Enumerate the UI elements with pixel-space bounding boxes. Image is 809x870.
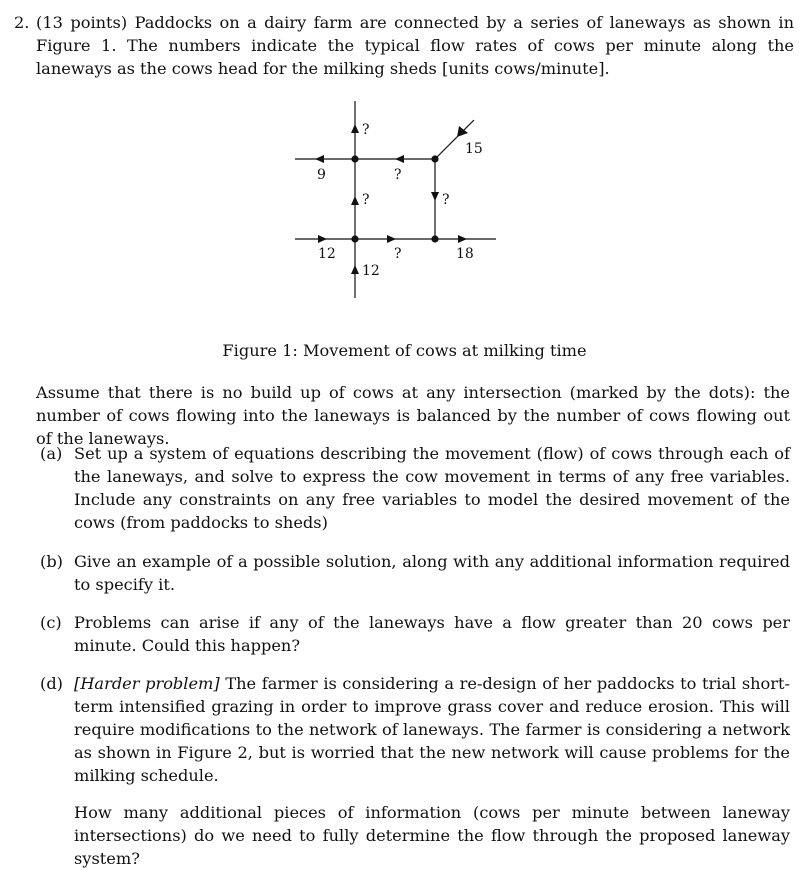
arrow-up-left-mid — [351, 196, 359, 205]
part-a-label: (a) — [40, 444, 63, 463]
arrow-up-top — [351, 124, 359, 133]
arrow-left-top-mid — [395, 155, 404, 163]
arrow-right-18 — [458, 235, 467, 243]
laneway-diagram — [290, 96, 505, 306]
part-b-label: (b) — [40, 552, 63, 571]
arrow-right-12 — [318, 235, 327, 243]
label-bottom-mid-q: ? — [394, 246, 402, 262]
arrow-down-right-mid — [431, 192, 439, 201]
label-12-left: 12 — [318, 246, 336, 262]
part-b-text: Give an example of a possible solution, along with any additional information required to specify it. — [74, 552, 790, 594]
label-15: 15 — [465, 141, 483, 157]
figure-caption: Figure 1: Movement of cows at milking time — [222, 341, 587, 360]
label-9: 9 — [317, 167, 326, 183]
part-d-body: The farmer is considering a re-design of her paddocks to trial short-term intensified grazing in order to improve grass cover and reduce erosion. This will require modifications to the network of laneways. The farmer is considering a network as shown in Figure 2, but is worried that the new network will cause problems for the milking schedule. — [74, 674, 791, 785]
assumption-paragraph: Assume that there is no build up of cows at any intersection (marked by the dots): the number of cows flowing into the laneways is balanced by the number of cows flowing out of the laneways. — [36, 383, 790, 448]
label-right-vert-q: ? — [442, 192, 450, 208]
part-d-question: How many additional pieces of information (cows per minute between laneway intersections) do we need to fully determine the flow through the proposed laneway system? — [74, 803, 790, 868]
problem-statement — [14, 11, 794, 80]
label-12-bottom: 12 — [362, 263, 380, 279]
label-top-q: ? — [362, 122, 370, 138]
part-c — [40, 611, 790, 657]
part-a — [40, 442, 790, 534]
problem-number: 2. — [14, 13, 30, 32]
part-c-text: Problems can arise if any of the laneways have a flow greater than 20 cows per minute. Could this happen? — [74, 613, 790, 655]
intersection-dot-bottom-right — [431, 235, 438, 242]
arrow-left-9 — [315, 155, 324, 163]
intersection-dot-bottom-left — [351, 235, 358, 242]
part-b — [40, 550, 790, 596]
arrow-up-bottom-12 — [351, 265, 359, 274]
intersection-dot-top-left — [351, 155, 358, 162]
part-c-label: (c) — [40, 613, 62, 632]
part-d — [40, 672, 790, 870]
part-d-label: (d) — [40, 674, 63, 693]
label-top-mid-q: ? — [394, 167, 402, 183]
part-d-text — [74, 672, 790, 787]
laneway-network-figure — [290, 96, 505, 306]
harder-problem-tag: [Harder problem] — [74, 674, 220, 693]
label-18: 18 — [456, 246, 474, 262]
intersection-dot-top-right — [431, 155, 438, 162]
problem-intro-text: (13 points) Paddocks on a dairy farm are connected by a series of laneways as shown in Figure 1. The numbers indicate the typical flow rates of cows per minute along the laneways as the cows head for the milking sheds [units cows/minute]. — [36, 13, 794, 78]
part-a-text: Set up a system of equations describing the movement (flow) of cows through each of the laneways, and solve to express the cow movement in terms of any free variables. Include any constraints on any free variables to model the desired movement of the cows (from paddocks to sheds) — [74, 444, 790, 532]
arrow-right-bottom-mid — [387, 235, 396, 243]
label-left-vert-q: ? — [362, 192, 370, 208]
